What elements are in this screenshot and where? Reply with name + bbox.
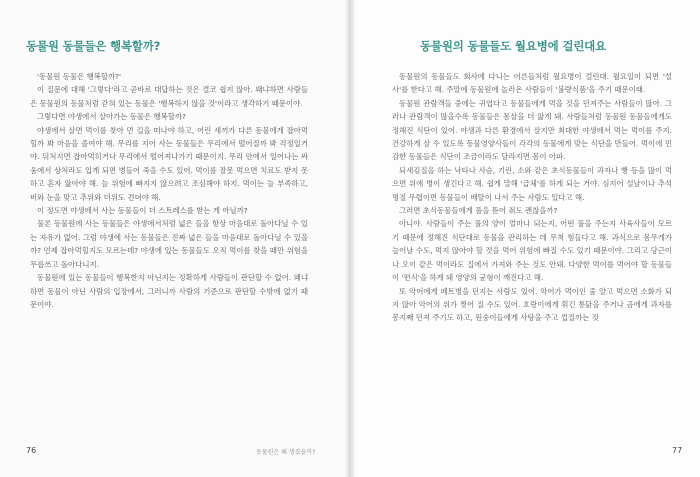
right-page-body — [392, 70, 672, 325]
page-number-right: 77 — [672, 446, 683, 455]
right-page — [350, 0, 700, 477]
paragraph: 그렇다면 야생에서 살아가는 동물은 행복할까? — [37, 112, 186, 122]
paragraph: 동물원의 동물들도 회사에 다니는 어른들처럼 월요병이 걸린대. 월요일이 되면 '설사'를 한다고 해. 주말에 동물원에 놀러온 사람들이 '불량식품'을 주기 때문이래. — [392, 72, 672, 95]
running-footer: 동물원은 왜 생겼을까? — [256, 449, 316, 456]
paragraph: 야생에서 살면 먹이를 찾아 먼 길을 떠나야 하고, 어린 새끼가 다른 동물에게 잡아먹힐까 봐 마음을 졸여야 해. 무리를 지어 사는 동물들은 무리에서 떨어질까 봐 걱정일거야. 뒤처지면 잡아먹히거나 무리에서 떨어져나가기 때문이지. 무리 안에서 일어나는 싸움에서 상처라도 입게 되면 병들어 죽을 수도 있어. 먹이를 잘못 먹으면 치료도 받지 못하고 혼자 앓아야 해. 늘 위험에 빠지지 않으려고 조심해야 하지. 먹이는 늘 부족하고, 비와 눈을 맞고 추위와 더위도 견뎌야 해. — [30, 125, 308, 202]
right-page-title: 동물원의 동물들도 월요병에 걸린대요 — [420, 39, 606, 53]
book-gutter — [344, 0, 356, 477]
paragraph: 이 질문에 대해 '그렇다'라고 곧바로 대답하는 것은 결코 쉽지 않아. 왜냐하면 사람들은 동물원의 동물처럼 갇혀 있는 동물은 '행복하지 않을 것'이라고 생각하기 때문이야. — [30, 85, 308, 108]
paragraph: '동물원 동물은 행복할까?' — [37, 72, 122, 81]
paragraph: 아니야. 사람들이 주는 풀의 양이 얼마나 되는지, 어떤 풀을 주는지 사육사들이 모르기 때문에 정해진 식단대로 동물을 관리하는 데 무척 힘들다고 해. 과식으로 몸무게가 늘어날 수도, 먹지 않아야 할 것을 먹어 위험에 빠질 수도 있기 때문이야. 그리고 당근이나 오이 같은 먹이라도 집에서 가져와 주는 것도 안돼. 다양한 먹이를 먹어야 할 동물들이 '편식'을 하게 돼 영양의 균형이 깨진다고 해. — [392, 219, 672, 283]
left-page-body — [30, 70, 308, 311]
paragraph: 물론 동물원에 사는 동물들은 야생에서처럼 넓은 들을 항상 마음대로 돌아다닐 수 있는 자유가 없어. 그럼 야생에 사는 동물들은 진짜 넓은 들을 마음대로 돌아다닐 수 있을까? 언제 잡아먹힐지도 모르는데? 야생에 있는 동물들도 오직 먹이를 찾을 때만 위험을 무릅쓰고 돌아다니지. — [30, 219, 308, 269]
paragraph: 이 정도면 야생에서 사는 동물들이 더 스트레스를 받는 게 아닐까? — [37, 206, 248, 216]
left-page-title: 동물원 동물들은 행복할까? — [26, 39, 161, 53]
paragraph: 또 악어에게 페트병을 던지는 사람도 있어. 악어가 먹이인 줄 알고 먹으면 소화가 되지 않아 악어의 위가 찢어 질 수도 있어. 호랑이에게 휘긴 통닭을 주거나 곰에게 과자를 봉지째 던져 주기도 하고, 원숭이들에게 사탕을 주고 껍질까는 것 — [392, 286, 672, 323]
paragraph: 동물원 관람객들 중에는 귀엽다고 동물들에게 먹을 것을 던져주는 사람들이 많아. 그러나 관람객이 많을수록 동물들은 몸살을 더 앓게 돼. 사람들처럼 동물원 동물들에게도 정해진 식단이 있어. 야생과 다른 환경에서 살지만 최대한 야생에서 먹는 먹이를 주지. 건강하게 살 수 있도록 동물영양사들이 각각의 동물에게 맞는 식단을 만들어. 먹이에 민감한 동물들은 식단이 조금이라도 달라지면 몸이 아파. — [392, 98, 672, 162]
paragraph: 동물원에 있는 동물들이 행복한지 아닌지는 정확하게 사람들이 판단할 수 없어. 왜냐하면 동물이 아닌 사람의 입장에서, 그러니까 사람의 기준으로 판단할 수밖에 없기 때문이야. — [30, 273, 308, 309]
paragraph: 되새김질을 하는 낙타나 사슴, 기린, 소와 같은 초식동물들이 과자나 빵 등을 많이 먹으면 위에 병이 생긴다고 해. 쉽게 말해 '급체'를 하게 되는 거야. 심지어 설날이나 추석 명절 무렵이면 동물들이 배탈이 나서 주는 사람도 있다고 해. — [392, 165, 672, 202]
paragraph: 그러면 초식동물들에게 풀을 뜯어 줘도 괜찮을까? — [399, 206, 558, 216]
page-number-left: 76 — [26, 446, 37, 455]
